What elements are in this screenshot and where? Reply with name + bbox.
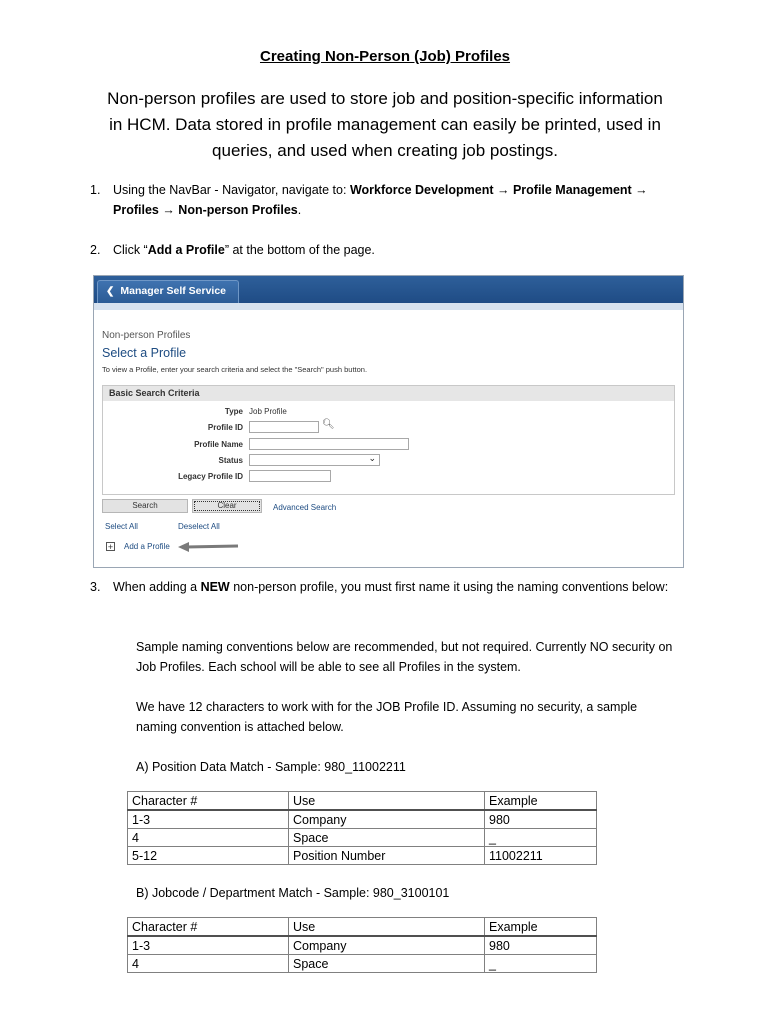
position-data-match-table	[127, 791, 597, 865]
table-cell: 4	[128, 955, 289, 973]
step-text-end: non-person profile, you must first name it using the naming conventions below:	[229, 580, 669, 594]
profile-name-input[interactable]	[249, 438, 409, 450]
peoplesoft-screenshot	[93, 275, 684, 568]
table-cell: 980	[485, 936, 597, 955]
step-1	[90, 180, 670, 220]
legacy-profile-id-label: Legacy Profile ID	[178, 472, 243, 481]
chevron-down-icon: ⌄	[368, 453, 376, 463]
table-cell: Space	[289, 829, 485, 847]
profile-name-label: Profile Name	[194, 440, 243, 449]
table-row	[128, 810, 597, 829]
lookup-icon[interactable]: 🔍︎	[322, 419, 335, 430]
jobcode-department-match-table	[127, 917, 597, 973]
plus-icon[interactable]: +	[107, 542, 114, 552]
table-cell: 4	[128, 829, 289, 847]
basic-search-criteria-panel	[102, 385, 675, 495]
step-button-name: Add a Profile	[147, 243, 225, 257]
step-2	[90, 240, 670, 260]
legacy-profile-id-input[interactable]	[249, 470, 331, 482]
table-row	[128, 829, 597, 847]
table-cell: _	[485, 955, 597, 973]
table-cell: 1-3	[128, 810, 289, 829]
step-3	[90, 577, 670, 597]
table-cell: Company	[289, 936, 485, 955]
column-header: Example	[485, 792, 597, 811]
search-button[interactable]: Search	[102, 499, 188, 513]
chevron-left-icon: ❮	[106, 286, 115, 297]
add-a-profile-link[interactable]: Add a Profile	[124, 542, 170, 551]
naming-note-paragraph: Sample naming conventions below are recommended, but not required. Currently NO security on Job Profiles. Each school will be able to see all Profiles in the system.	[136, 640, 673, 674]
panel-header: Basic Search Criteria	[103, 386, 674, 401]
step-emphasis: NEW	[200, 580, 230, 594]
step-number: 3.	[90, 580, 101, 594]
back-button[interactable]	[97, 280, 239, 303]
table-cell: _	[485, 829, 597, 847]
table-header-row	[128, 792, 597, 811]
table-row	[128, 847, 597, 865]
table-a-caption: A) Position Data Match - Sample: 980_11002211	[136, 760, 406, 774]
table-cell: Position Number	[289, 847, 485, 865]
type-value: Job Profile	[249, 407, 287, 416]
table-cell: 5-12	[128, 847, 289, 865]
table-cell: Company	[289, 810, 485, 829]
step-number: 1.	[90, 183, 101, 197]
profile-id-input[interactable]	[249, 421, 319, 433]
header-strip	[94, 303, 683, 310]
status-label: Status	[218, 456, 243, 465]
clear-button[interactable]: Clear	[192, 499, 262, 513]
page-title: Select a Profile	[102, 346, 187, 360]
table-row	[128, 955, 597, 973]
table-cell: Space	[289, 955, 485, 973]
table-cell: 11002211	[485, 847, 597, 865]
character-limit-paragraph: We have 12 characters to work with for the JOB Profile ID. Assuming no security, a sample naming convention is attached below.	[136, 700, 638, 734]
column-header: Character #	[128, 918, 289, 937]
intro-paragraph: Non-person profiles are used to store job and position-specific information in HCM. Data stored in profile management can easily be printed, used in queries, and used when creating job postings.	[107, 89, 663, 160]
column-header: Use	[289, 792, 485, 811]
step-text-end: .	[297, 203, 302, 217]
breadcrumb: Non-person Profiles	[102, 330, 191, 341]
select-all-link[interactable]: Select All	[105, 522, 138, 531]
step-nav-path: Workforce Development → Profile Management → Profiles → Non-person Profiles	[113, 183, 648, 217]
step-text-end: ” at the bottom of the page.	[224, 243, 375, 257]
advanced-search-link[interactable]: Advanced Search	[273, 503, 337, 512]
deselect-all-link[interactable]: Deselect All	[178, 522, 220, 531]
navbar-header	[94, 276, 683, 303]
back-button-label: Manager Self Service	[120, 285, 227, 297]
instructions-text: To view a Profile, enter your search criteria and select the "Search" push button.	[102, 365, 368, 374]
step-text: Using the NavBar - Navigator, navigate to:	[113, 183, 350, 197]
table-header-row	[128, 918, 597, 937]
table-row	[128, 936, 597, 955]
column-header: Use	[289, 918, 485, 937]
status-select[interactable]	[249, 454, 380, 466]
profile-id-label: Profile ID	[207, 423, 243, 432]
step-text: When adding a	[113, 580, 201, 594]
table-b-caption: B) Jobcode / Department Match - Sample: 980_3100101	[136, 886, 450, 900]
document-title: Creating Non-Person (Job) Profiles	[259, 48, 511, 65]
column-header: Example	[485, 918, 597, 937]
table-cell: 980	[485, 810, 597, 829]
arrow-left-icon	[178, 542, 240, 552]
column-header: Character #	[128, 792, 289, 811]
table-cell: 1-3	[128, 936, 289, 955]
step-text: Click “	[113, 243, 148, 257]
step-number: 2.	[90, 243, 101, 257]
type-label: Type	[224, 407, 243, 416]
